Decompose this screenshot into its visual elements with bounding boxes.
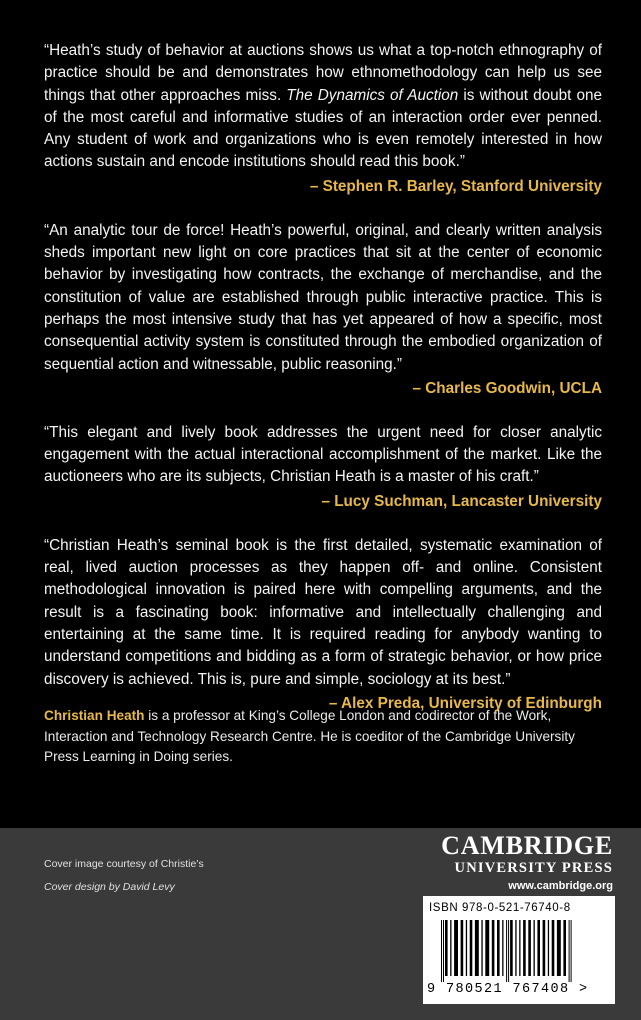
barcode-bar	[445, 920, 448, 976]
barcode-bar	[557, 920, 561, 976]
quote-attribution: – Alex Preda, University of Edinburgh	[328, 694, 602, 712]
barcode-bar	[461, 920, 464, 976]
barcode-bar	[454, 920, 458, 976]
barcode-bar	[450, 920, 451, 976]
barcode-bar	[508, 920, 509, 982]
ean-digits: 9 780521 767408 >	[427, 982, 589, 997]
quote-attribution: – Charles Goodwin, UCLA	[412, 379, 602, 397]
publisher-name: CAMBRIDGE	[441, 831, 613, 860]
publisher-logo	[441, 832, 613, 894]
quote-text: “This elegant and lively book addresses the urgent need for closer analytic engagement with the actual interactional accomplishment of the market. Like the auctioneers who are its subjects, Christian Heath is a master of his craft.”	[44, 423, 602, 486]
barcode-bar	[563, 920, 566, 976]
endorsements	[44, 40, 602, 737]
barcode-bar	[569, 920, 570, 982]
barcode-bar	[534, 920, 535, 976]
bio-text: is a professor at King’s College London and codirector of the Work, Interaction and Technology Research Centre. He is coeditor of the Cambridge University Press Learning in Doing series.	[44, 708, 575, 765]
barcode-bar	[497, 920, 500, 976]
publisher-url: www.cambridge.org	[508, 880, 613, 892]
footer-band	[0, 828, 641, 1020]
quote-text: “Christian Heath’s seminal book is the first detailed, systematic examination of real, lived auction processes as they happen off- and online. Consistent methodological innovation is paired here with compelling arguments, and the result is a fascinating book: informative and intellectually challenging and entertaining at the same time. It is required reading for anybody wanting to understand competitions and bidding as a form of strategic behavior, or how price discovery is achieved. This is, pure and simple, sociology at its best.”	[44, 536, 602, 688]
barcode-bar	[485, 920, 489, 976]
barcode-bar	[506, 920, 507, 982]
barcode-bar	[475, 920, 479, 976]
endorsement	[44, 40, 602, 198]
endorsement	[44, 422, 602, 513]
barcode-bar	[470, 920, 473, 976]
cover-image-credit: Cover image courtesy of Christie’s	[44, 858, 204, 870]
barcode-bar	[441, 920, 442, 982]
barcode-bar	[443, 920, 444, 982]
author-name: Christian Heath	[44, 708, 145, 723]
publisher-sub: UNIVERSITY PRESS	[454, 860, 613, 876]
barcode-bar	[510, 920, 513, 976]
barcode-bar	[571, 920, 572, 982]
barcode-bar	[515, 920, 516, 976]
isbn-label: ISBN 978-0-521-76740-8	[429, 902, 571, 914]
barcode-bar	[481, 920, 482, 976]
barcode-bar	[543, 920, 546, 976]
barcode-bar	[552, 920, 555, 976]
barcode-bar	[519, 920, 520, 976]
barcode-bar	[537, 920, 540, 976]
barcode-bar	[502, 920, 503, 976]
quote-attribution: – Stephen R. Barley, Stanford University	[309, 177, 602, 195]
barcode-bar	[466, 920, 467, 976]
barcode-bar	[492, 920, 495, 976]
endorsement	[44, 535, 602, 715]
barcode-bar	[523, 920, 526, 976]
barcode-bar	[548, 920, 549, 976]
barcode-bars	[439, 920, 607, 982]
cover-design-credit: Cover design by David Levy	[44, 881, 175, 893]
book-title: The Dynamics of Auction	[286, 86, 459, 104]
quote-attribution: – Lucy Suchman, Lancaster University	[321, 492, 602, 510]
quote-text: “Heath’s study of behavior at auctions shows us what a top-notch ethnography of practice should be and demonstrates how ethnomethodology can help us see things that other approaches miss. The Dynamics of Auction is without doubt one of the most careful and informative studies of an interaction order ever penned. Any student of work and organizations who is even remotely interested in how actions sustain and encode institutions should read this book.”	[44, 42, 602, 171]
barcode-bar	[528, 920, 531, 976]
quote-text: “An analytic tour de force! Heath’s powerful, original, and clearly written analysis sheds important new light on core practices that sit at the center of economic behavior by investigating how contracts, the exchange of merchandise, and the constitution of value are established through public interactive practice. This is perhaps the most intensive study that has yet appeared of how a specific, most consequential activity system is constituted through the embodied organization of sequential action and witnessable, public reasoning.”	[44, 221, 602, 373]
isbn-barcode	[423, 896, 615, 1004]
endorsement	[44, 220, 602, 400]
author-bio	[44, 706, 602, 768]
